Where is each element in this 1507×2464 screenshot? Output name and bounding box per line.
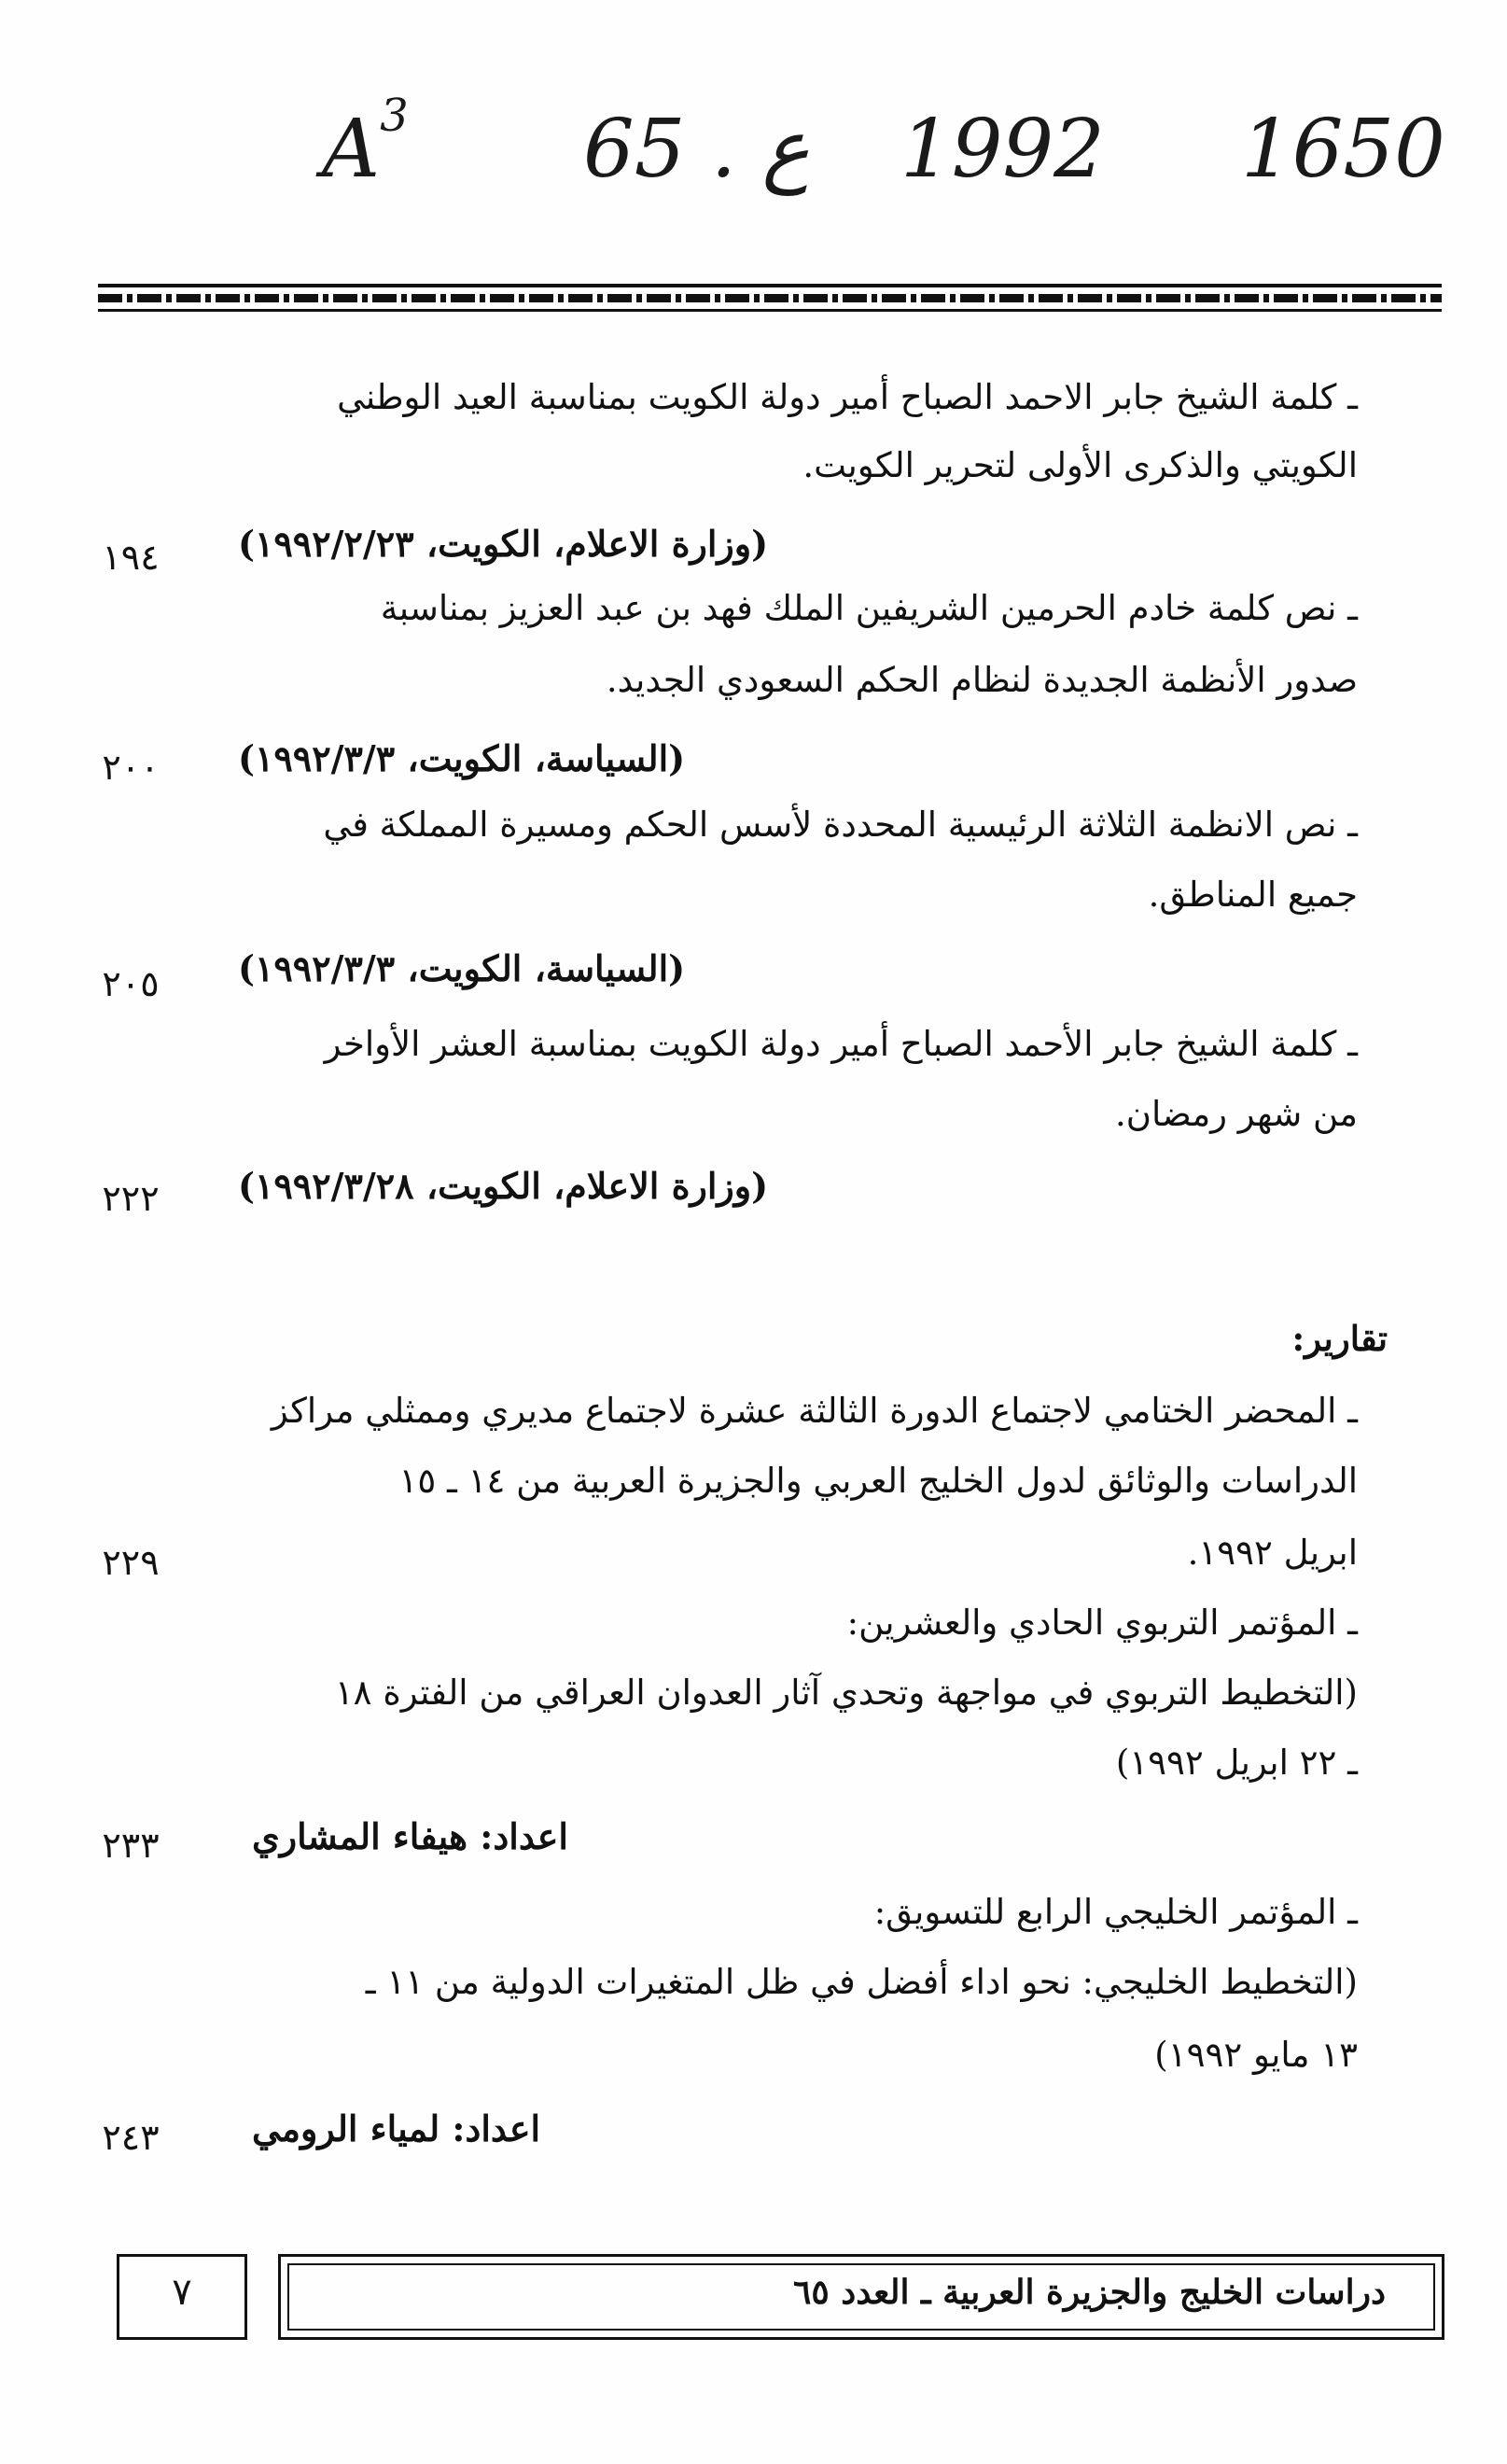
report-1-page: ٢٢٩ <box>102 1542 160 1583</box>
report-3-line-3: ١٣ مايو ١٩٩٢) <box>1154 2035 1358 2075</box>
entry-2-page: ٢٠٠ <box>102 747 160 788</box>
report-1-line-1: ـ المحضر الختامي لاجتماع الدورة الثالثة عشرة لاجتماع مديري وممثلي مراكز <box>271 1391 1358 1431</box>
top-dashed-rule <box>98 294 1442 302</box>
entry-2-source: (السياسة، الكويت، ١٩٩٢/٣/٣) <box>238 737 686 779</box>
entry-3-page: ٢٠٥ <box>102 963 160 1004</box>
entry-3-line-1: ـ نص الانظمة الثلاثة الرئيسية المحددة لأسس الحكم ومسيرة المملكة في <box>323 805 1358 845</box>
entry-4-page: ٢٢٢ <box>102 1178 160 1219</box>
report-2-page: ٢٣٣ <box>102 1825 160 1866</box>
entry-4-line-2: من شهر رمضان. <box>1115 1094 1358 1134</box>
entry-1-line-1: ـ كلمة الشيخ جابر الاحمد الصباح أمير دولة الكويت بمناسبة العيد الوطني <box>337 377 1358 417</box>
report-3-page: ٢٤٣ <box>102 2117 160 2158</box>
report-1-line-2: الدراسات والوثائق لدول الخليج العربي والجزيرة العربية من ١٤ ـ ١٥ <box>398 1461 1358 1501</box>
entry-2-line-1: ـ نص كلمة خادم الحرمين الشريفين الملك فهد بن عبد العزيز بمناسبة <box>380 588 1358 628</box>
entry-3-source: (السياسة، الكويت، ١٩٩٢/٣/٣) <box>238 947 686 989</box>
report-3-line-2: (التخطيط الخليجي: نحو اداء أفضل في ظل المتغيرات الدولية من ١١ ـ <box>365 1962 1358 2002</box>
entry-1-source: (وزارة الاعلام، الكويت، ١٩٩٢/٢/٢٣) <box>238 523 769 565</box>
entry-1-page: ١٩٤ <box>102 537 160 578</box>
handwritten-year: 1992 <box>900 103 1105 196</box>
footer-page-number: ٧ <box>172 2271 192 2314</box>
entry-3-line-2: جميع المناطق. <box>1148 875 1358 915</box>
handwritten-number: 1650 <box>1241 103 1445 196</box>
entry-4-source: (وزارة الاعلام، الكويت، ١٩٩٢/٣/٢٨) <box>238 1165 769 1207</box>
handwritten-code: $A^3$ <box>322 90 409 196</box>
footer-title: دراسات الخليج والجزيرة العربية ـ العدد ٦٥ <box>793 2273 1386 2312</box>
footer-page-box <box>117 2254 247 2340</box>
top-rule <box>98 284 1442 287</box>
report-2-line-3: ـ ٢٢ ابريل ١٩٩٢) <box>1115 1743 1358 1783</box>
handwritten-issue: 65 . ع <box>583 103 810 196</box>
footer-title-box <box>278 2254 1444 2340</box>
reports-heading: تقارير: <box>1291 1318 1388 1359</box>
report-2-author: اعداد: هيفاء المشاري <box>252 1815 568 1857</box>
top-rule-lower <box>98 309 1442 312</box>
report-2-line-1: ـ المؤتمر التربوي الحادي والعشرين: <box>846 1603 1358 1643</box>
report-2-line-2: (التخطيط التربوي في مواجهة وتحدي آثار العدوان العراقي من الفترة ١٨ <box>334 1673 1358 1713</box>
report-3-author: اعداد: لمياء الرومي <box>252 2107 541 2149</box>
entry-1-line-2: الكويتي والذكرى الأولى لتحرير الكويت. <box>802 445 1358 485</box>
entry-4-line-1: ـ كلمة الشيخ جابر الأحمد الصباح أمير دولة الكويت بمناسبة العشر الأواخر <box>324 1024 1358 1064</box>
report-3-line-1: ـ المؤتمر الخليجي الرابع للتسويق: <box>873 1892 1358 1932</box>
report-1-line-3: ابريل ١٩٩٢. <box>1187 1533 1358 1573</box>
entry-2-line-2: صدور الأنظمة الجديدة لنظام الحكم السعودي الجديد. <box>606 660 1358 700</box>
